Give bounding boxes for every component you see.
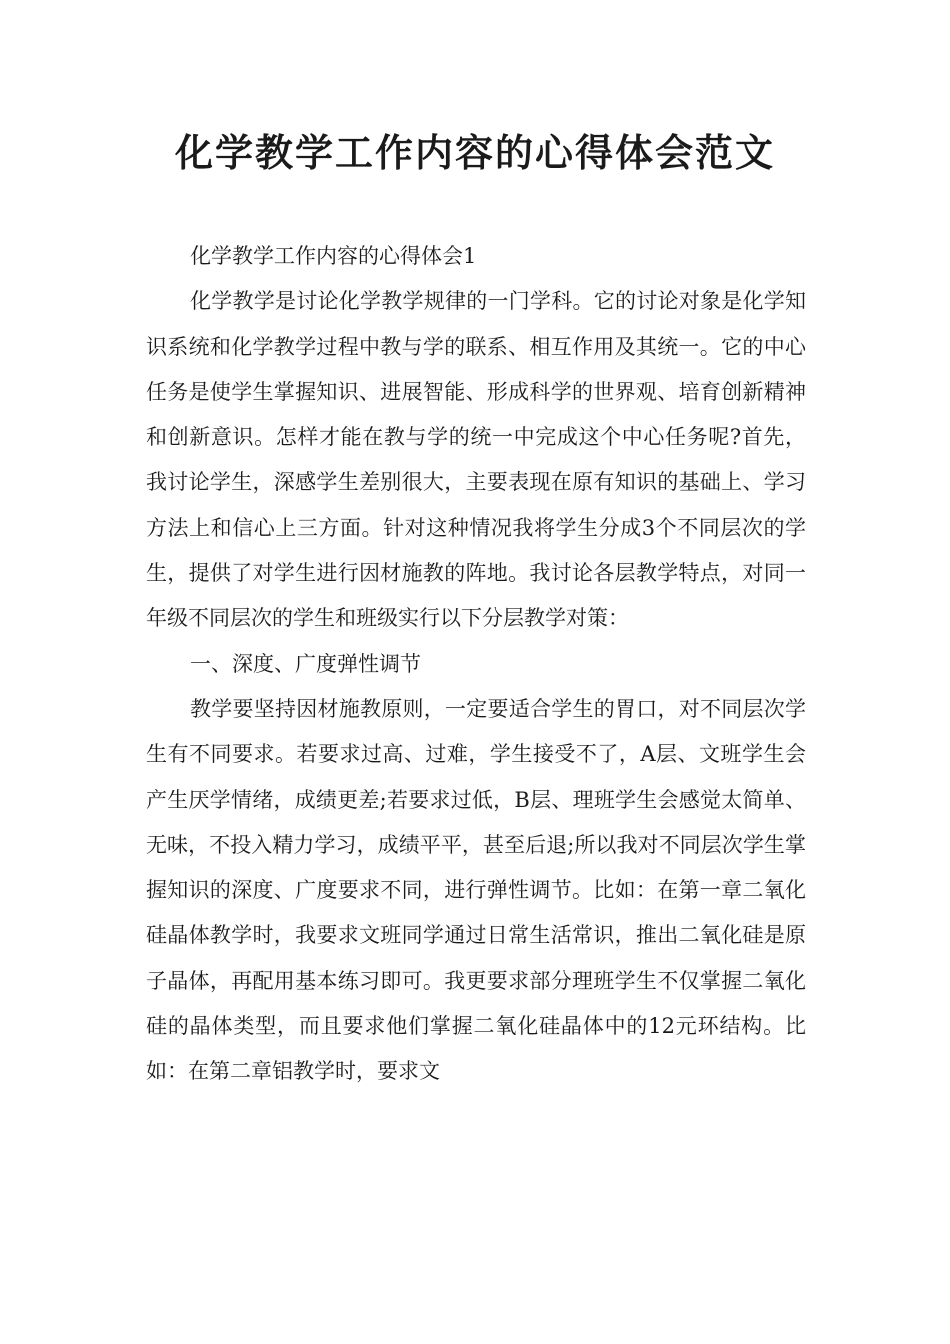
document-body [146, 234, 806, 1095]
body-paragraph: 化学教学是讨论化学教学规律的一门学科。它的讨论对象是化学知识系统和化学教学过程中教与学的联系、相互作用及其统一。它的中心任务是使学生掌握知识、进展智能、形成科学的世界观、培育创新精神和创新意识。怎样才能在教与学的统一中完成这个中心任务呢?首先，我讨论学生，深感学生差别很大，主要表现在原有知识的基础上、学习方法上和信心上三方面。针对这种情况我将学生分成3个不同层次的学生，提供了对学生进行因材施教的阵地。我讨论各层教学特点，对同一年级不同层次的学生和班级实行以下分层教学对策： [146, 289, 806, 631]
body-paragraph: 教学要坚持因材施教原则，一定要适合学生的胃口，对不同层次学生有不同要求。若要求过高、过难，学生接受不了，A层、文班学生会产生厌学情绪，成绩更差;若要求过低，B层、理班学生会感觉太简单、无味，不投入精力学习，成绩平平，甚至后退;所以我对不同层次学生掌握知识的深度、广度要求不同，进行弹性调节。比如：在第一章二氧化硅晶体教学时，我要求文班同学通过日常生活常识，推出二氧化硅是原子晶体，再配用基本练习即可。我更要求部分理班学生不仅掌握二氧化硅的晶体类型，而且要求他们掌握二氧化硅晶体中的12元环结构。比如：在第二章铝教学时，要求文 [146, 696, 806, 1084]
subsection-heading: 一、深度、广度弹性调节 [190, 651, 421, 676]
document-title: 化学教学工作内容的心得体会范文 [174, 131, 775, 175]
section-heading: 化学教学工作内容的心得体会1 [190, 244, 477, 268]
